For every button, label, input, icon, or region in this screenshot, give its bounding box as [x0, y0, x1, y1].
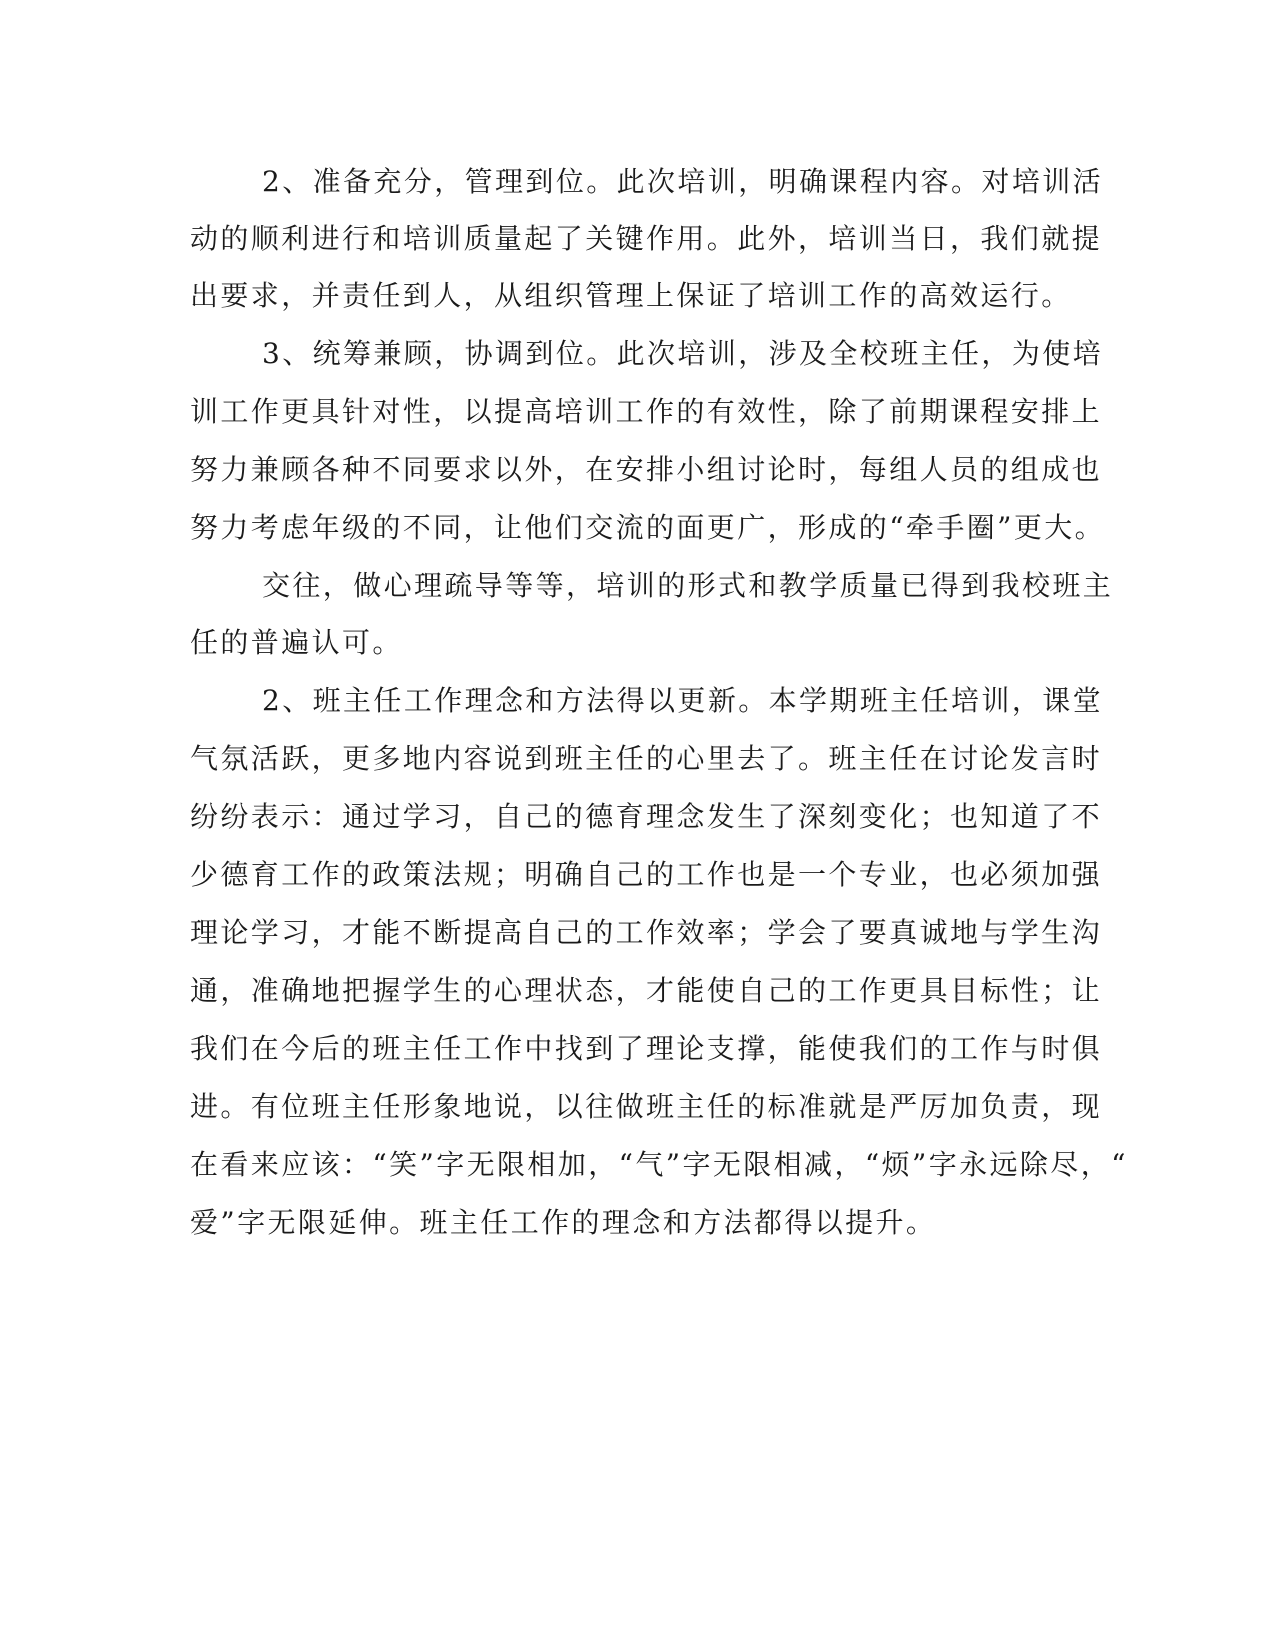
paragraph-line: 2、班主任工作理念和方法得以更新。本学期班主任培训，课堂: [262, 684, 1104, 717]
paragraph-line: 出要求，并责任到人，从组织管理上保证了培训工作的高效运行。: [190, 279, 1072, 312]
paragraph-line: 气氛活跃，更多地内容说到班主任的心里去了。班主任在讨论发言时: [190, 742, 1103, 775]
paragraph-line: 通，准确地把握学生的心理状态，才能使自己的工作更具目标性；让: [190, 974, 1103, 1007]
paragraph-line: 努力兼顾各种不同要求以外，在安排小组讨论时，每组人员的组成也: [190, 453, 1103, 486]
paragraph-line: 训工作更具针对性，以提高培训工作的有效性，除了前期课程安排上: [190, 395, 1103, 428]
paragraph-line: 2、准备充分，管理到位。此次培训，明确课程内容。对培训活: [262, 165, 1104, 198]
paragraph-line: 理论学习，才能不断提高自己的工作效率；学会了要真诚地与学生沟: [190, 916, 1103, 949]
paragraph-line: 3、统筹兼顾，协调到位。此次培训，涉及全校班主任，为使培: [262, 337, 1104, 370]
paragraph-line: 努力考虑年级的不同，让他们交流的面更广，形成的“牵手圈”更大。: [190, 511, 1106, 544]
paragraph-line: 交往，做心理疏导等等，培训的形式和教学质量已得到我校班主: [262, 569, 1114, 602]
paragraph-line: 动的顺利进行和培训质量起了关键作用。此外，培训当日，我们就提: [190, 222, 1103, 255]
paragraph-line: 任的普遍认可。: [190, 626, 403, 659]
paragraph-line: 少德育工作的政策法规；明确自己的工作也是一个专业，也必须加强: [190, 858, 1103, 891]
paragraph-line: 爱”字无限延伸。班主任工作的理念和方法都得以提升。: [190, 1206, 937, 1239]
paragraph-line: 进。有位班主任形象地说，以往做班主任的标准就是严厉加负责，现: [190, 1090, 1103, 1123]
paragraph-line: 在看来应该：“笑”字无限相加，“气”字无限相减，“烦”字永远除尽，“: [190, 1148, 1128, 1181]
paragraph-line: 纷纷表示：通过学习，自己的德育理念发生了深刻变化；也知道了不: [190, 800, 1103, 833]
paragraph-line: 我们在今后的班主任工作中找到了理论支撑，能使我们的工作与时俱: [190, 1032, 1103, 1065]
